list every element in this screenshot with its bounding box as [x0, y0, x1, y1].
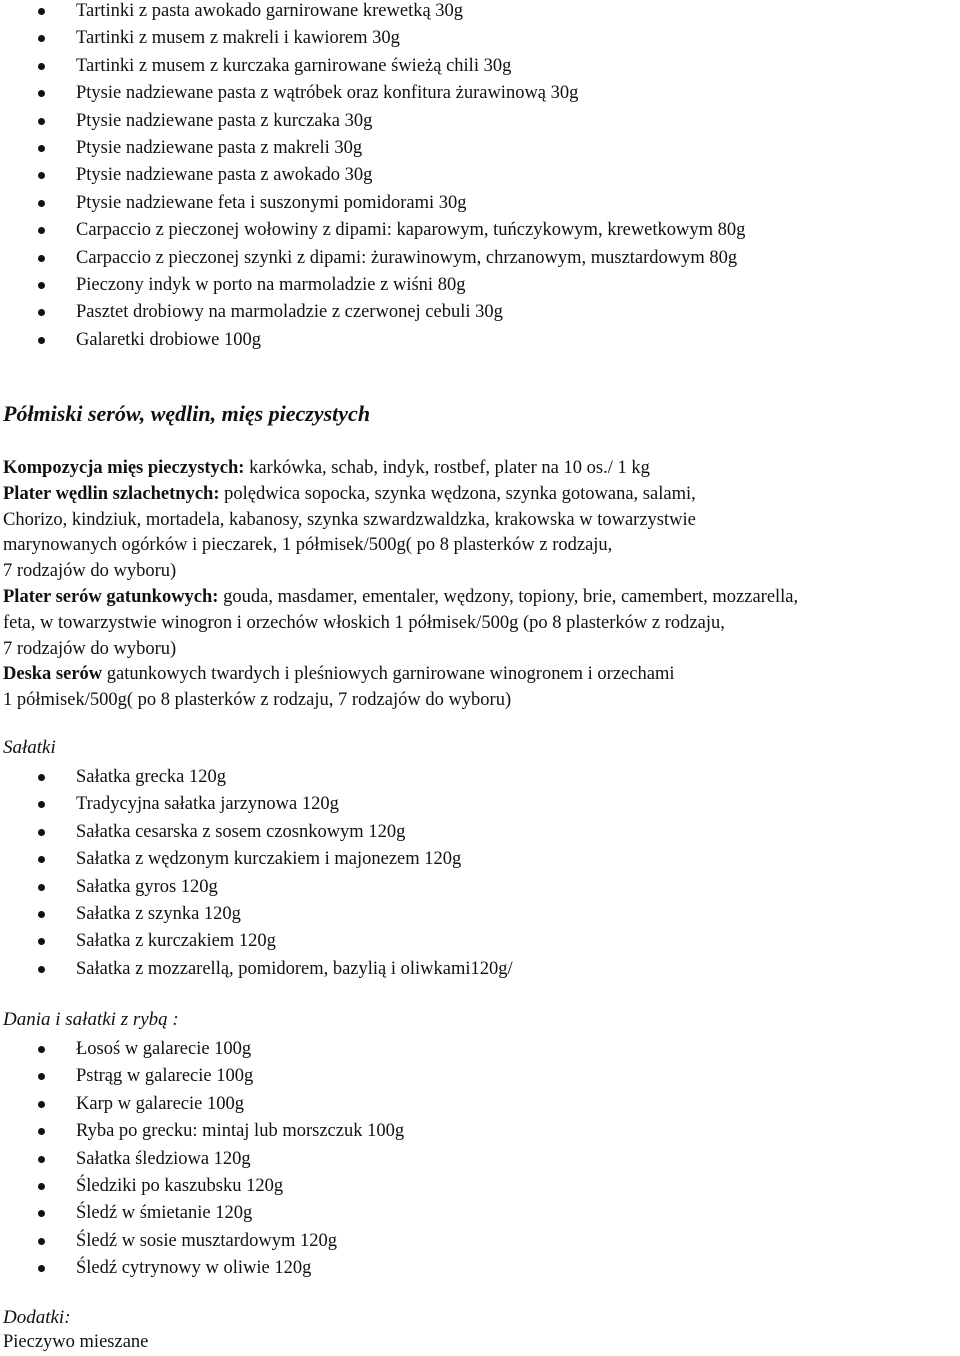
list-item: Ptysie nadziewane pasta z awokado 30g [0, 162, 960, 189]
bullet-icon [38, 1210, 45, 1217]
bullet-icon [38, 1183, 45, 1190]
text-line: feta, w towarzystwie winogron i orzechów włoskich 1 półmisek/500g (po 8 plasterków z rodzaju, [3, 612, 725, 633]
bullet-icon [38, 856, 45, 863]
bullet-icon [38, 172, 45, 179]
list-item: Tradycyjna sałatka jarzynowa 120g [0, 791, 960, 818]
list-item: Carpaccio z pieczonej wołowiny z dipami: kaparowym, tuńczykowym, krewetkowym 80g [0, 217, 960, 244]
list-item: Ryba po grecku: mintaj lub morszczuk 100g [0, 1118, 960, 1145]
extras-text: Pieczywo mieszane [3, 1332, 149, 1352]
appetizer-list [0, 0, 960, 354]
bullet-icon [38, 8, 45, 15]
fish-heading: Dania i sałatki z rybą : [3, 1009, 179, 1030]
kompozycja-line: Kompozycja mięs pieczystych: karkówka, schab, indyk, rostbef, plater na 10 os./ 1 kg [3, 458, 650, 478]
list-item: Ptysie nadziewane feta i suszonymi pomidorami 30g [0, 190, 960, 217]
serow-line: Plater serów gatunkowych: gouda, masdamer, ementaler, wędzony, topiony, brie, camembert, mozzarella, [3, 586, 799, 607]
list-item: Galaretki drobiowe 100g [0, 327, 960, 354]
extras-heading: Dodatki: [3, 1307, 71, 1328]
list-item: Ptysie nadziewane pasta z makreli 30g [0, 135, 960, 162]
bullet-icon [38, 884, 45, 891]
platters-paragraph [3, 456, 958, 714]
bullet-icon [38, 227, 45, 234]
text-line: marynowanych ogórków i pieczarek, 1 półmisek/500g( po 8 plasterków z rodzaju, [3, 535, 613, 556]
kompozycja-label: Kompozycja mięs pieczystych: [3, 458, 245, 478]
bullet-icon [38, 63, 45, 70]
bullet-icon [38, 145, 45, 152]
list-item: Sałatka z szynka 120g [0, 901, 960, 928]
list-item: Ptysie nadziewane pasta z wątróbek oraz konfitura żurawinową 30g [0, 80, 960, 107]
bullet-icon [38, 829, 45, 836]
list-item: Tartinki z pasta awokado garnirowane krewetką 30g [0, 0, 960, 25]
list-item: Śledziki po kaszubsku 120g [0, 1173, 960, 1200]
bullet-icon [38, 1128, 45, 1135]
salads-list [0, 764, 960, 983]
list-item: Sałatka grecka 120g [0, 764, 960, 791]
bullet-icon [38, 1238, 45, 1245]
list-item: Pasztet drobiowy na marmoladzie z czerwonej cebuli 30g [0, 299, 960, 326]
list-item: Carpaccio z pieczonej szynki z dipami: żurawinowym, chrzanowym, musztardowym 80g [0, 245, 960, 272]
bullet-icon [38, 1101, 45, 1108]
bullet-icon [38, 35, 45, 42]
bullet-icon [38, 1073, 45, 1080]
bullet-icon [38, 90, 45, 97]
text-line: 7 rodzajów do wyboru) [3, 638, 177, 659]
wedlin-label: Plater wędlin szlachetnych: [3, 483, 220, 504]
bullet-icon [38, 801, 45, 808]
list-item: Sałatka śledziowa 120g [0, 1146, 960, 1173]
list-item: Łosoś w galarecie 100g [0, 1036, 960, 1063]
wedlin-line: Plater wędlin szlachetnych: polędwica sopocka, szynka wędzona, szynka gotowana, salami, [3, 483, 696, 504]
list-item: Sałatka cesarska z sosem czosnkowym 120g [0, 819, 960, 846]
text-line: 1 półmisek/500g( po 8 plasterków z rodzaju, 7 rodzajów do wyboru) [3, 690, 512, 711]
list-item: Sałatka z kurczakiem 120g [0, 928, 960, 955]
platters-heading: Półmiski serów, wędlin, mięs pieczystych [3, 401, 371, 426]
bullet-icon [38, 938, 45, 945]
bullet-icon [38, 774, 45, 781]
list-item: Śledź w śmietanie 120g [0, 1200, 960, 1227]
bullet-icon [38, 911, 45, 918]
salads-heading: Sałatki [3, 737, 56, 758]
bullet-icon [38, 118, 45, 125]
bullet-icon [38, 282, 45, 289]
list-item: Sałatka gyros 120g [0, 874, 960, 901]
list-item: Sałatka z wędzonym kurczakiem i majonezem 120g [0, 846, 960, 873]
bullet-icon [38, 1046, 45, 1053]
list-item: Pstrąg w galarecie 100g [0, 1063, 960, 1090]
bullet-icon [38, 966, 45, 973]
list-item: Śledź w sosie musztardowym 120g [0, 1228, 960, 1255]
bullet-icon [38, 200, 45, 207]
text-line: 7 rodzajów do wyboru) [3, 561, 177, 582]
bullet-icon [38, 1156, 45, 1163]
list-item: Ptysie nadziewane pasta z kurczaka 30g [0, 108, 960, 135]
list-item: Sałatka z mozzarellą, pomidorem, bazylią i oliwkami120g/ [0, 956, 960, 983]
list-item: Karp w galarecie 100g [0, 1091, 960, 1118]
fish-list [0, 1036, 960, 1283]
list-item: Tartinki z musem z kurczaka garnirowane świeżą chili 30g [0, 53, 960, 80]
bullet-icon [38, 1265, 45, 1272]
list-item: Pieczony indyk w porto na marmoladzie z wiśni 80g [0, 272, 960, 299]
deska-label: Deska serów [3, 664, 103, 685]
bullet-icon [38, 255, 45, 262]
list-item: Tartinki z musem z makreli i kawiorem 30g [0, 25, 960, 52]
bullet-icon [38, 309, 45, 316]
list-item: Śledź cytrynowy w oliwie 120g [0, 1255, 960, 1282]
text-line: Chorizo, kindziuk, mortadela, kabanosy, szynka szwardzwaldzka, krakowska w towarzystwie [3, 509, 696, 530]
bullet-icon [38, 337, 45, 344]
deska-line: Deska serów gatunkowych twardych i pleśniowych garnirowane winogronem i orzechami [3, 664, 675, 685]
serow-label: Plater serów gatunkowych: [3, 586, 219, 607]
